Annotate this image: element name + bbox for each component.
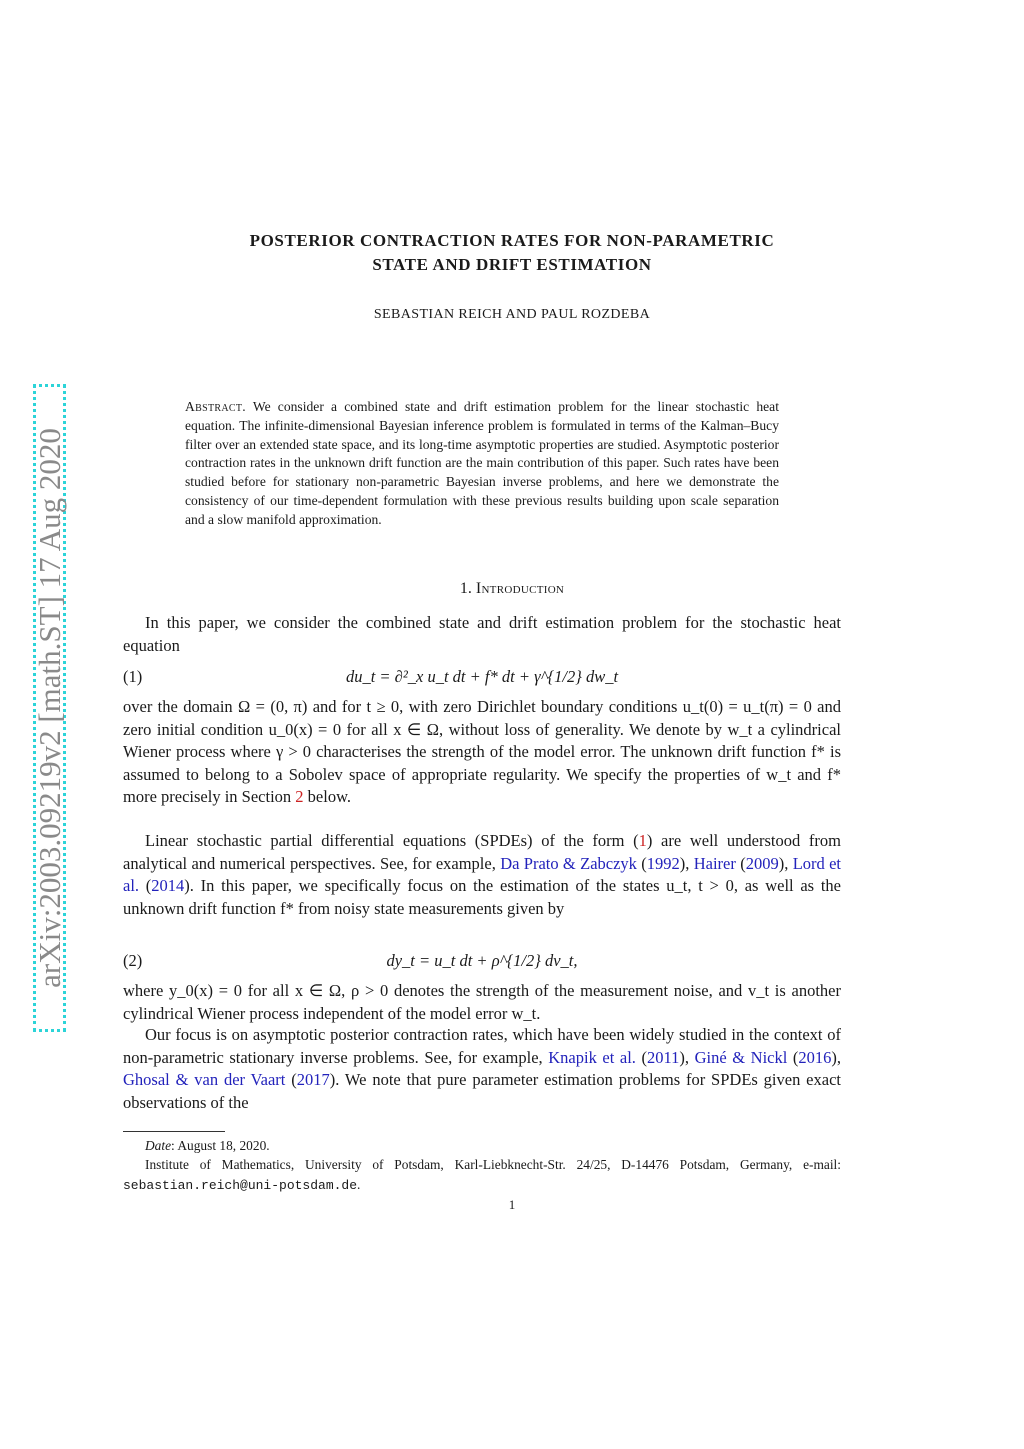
paragraph-domain-text: over the domain Ω = (0, π) and for t ≥ 0, with zero Dirichlet boundary conditions u_t(0) = u_t(π) = 0 and zero initial condition u_0(x) = 0 for all x ∈ Ω, without loss of generality. We denote by w_t a cylindrical Wiener process where γ > 0 characterises the strength of the model error. The unknown drift function f* is assumed to belong to a Sobolev space of appropriate regularity. We specify the properties of w_t and f* more precisely in Section — [123, 697, 841, 806]
paragraph-focus: Our focus is on asymptotic posterior contraction rates, which have been widely studied in the context of non-parametric stationary inverse problems. See, for example, Knapik et al. (2011), Giné & Nickl (2016), Ghosal & van der Vaart (2017). We note that pure parameter estimation problems for SPDEs given exact observations of the — [123, 1025, 842, 1112]
title-line-1: POSTERIOR CONTRACTION RATES FOR NON-PARAMETRIC — [249, 231, 775, 250]
section-ref-link[interactable]: 2 — [295, 787, 304, 806]
equation-1-label: (1) — [123, 667, 143, 686]
footnote-affiliation-text: Institute of Mathematics, University of Potsdam, Karl-Liebknecht-Str. 24/25, D-14476 Potsdam, Germany, e-mail: — [145, 1157, 841, 1172]
section-title: Introduction — [475, 580, 565, 597]
paragraph-spdes-text-c: . In this paper, we specifically focus on the estimation of the states u_t, t > 0, as well as the unknown drift function f* from noisy state measurements given by — [123, 876, 842, 918]
abstract-block — [185, 398, 779, 530]
paragraph-focus-text-b: . We note that pure parameter estimation problems for SPDEs given exact observations of the — [123, 1070, 841, 1112]
citation-da-prato[interactable]: Da Prato & Zabczyk — [500, 853, 637, 873]
paragraph-domain — [123, 696, 841, 809]
paragraph-measurement: where y_0(x) = 0 for all x ∈ Ω, ρ > 0 denotes the strength of the measurement noise, and v_t is another cylindrical Wiener process independent of the model error w_t. — [123, 981, 841, 1023]
citation-knapik-year[interactable]: 2011 — [647, 1047, 680, 1067]
paragraph-spdes: Linear stochastic partial differential equations (SPDEs) of the form (1) are well understood from analytical and numerical perspectives. See, for example, Da Prato & Zabczyk (1992), Hairer (2009), Lord et al. (2014). In this paper, we specifically focus on the estimation of the states u_t, t > 0, as well as the unknown drift function f* from noisy state measurements given by — [123, 831, 842, 918]
citation-hairer[interactable]: Hairer — [693, 853, 736, 873]
abstract-text: We consider a combined state and drift estimation problem for the linear stochastic heat equation. The infinite-dimensional Bayesian inference problem is formulated in terms of the Kalman–Bucy filter over an extended state space, and its long-time asymptotic properties are studied. Asymptotic posterior contraction rates in the unknown drift function are the main contribution of this paper. Such rates have been studied before for stationary non-parametric Bayesian inverse problems, and here we demonstrate the consistency of our time-dependent formulation with these previous results building upon scale separation and a slow manifold approximation. — [185, 399, 779, 527]
equation-2-formula: dy_t = u_t dt + ρ^{1/2} dv_t, — [386, 951, 578, 970]
arxiv-identifier: arXiv:2003.09219v2 [math.ST] 17 Aug 2020 — [31, 428, 67, 988]
paragraph-focus-text-a: Our focus is on asymptotic posterior contraction rates, which have been widely studied in the context of non-parametric stationary inverse problems. See, for example, — [123, 1025, 841, 1067]
paragraph-domain-end: below. — [307, 787, 352, 806]
section-number: 1. — [459, 580, 472, 597]
abstract-label: Abstract. — [185, 399, 246, 414]
citation-ghosal-year[interactable]: 2017 — [296, 1070, 330, 1089]
citation-gine[interactable]: Giné & Nickl — [694, 1047, 788, 1067]
paper-title — [100, 229, 924, 277]
footnote-affiliation — [123, 1155, 841, 1195]
author-email-link[interactable]: sebastian.reich@uni-potsdam.de — [123, 1177, 358, 1193]
citation-lord[interactable]: Lord et al. — [123, 853, 842, 895]
arxiv-sidebar-stamp — [33, 384, 66, 1032]
footnote-date — [123, 1136, 841, 1156]
paragraph-spdes-text-a: Linear stochastic partial differential equations (SPDEs) of the form ( — [145, 831, 639, 850]
citation-lord-year[interactable]: 2014 — [151, 876, 185, 895]
equation-1-formula: du_t = ∂²_x u_t dt + f* dt + γ^{1/2} dw_t — [345, 667, 619, 686]
equation-1 — [123, 667, 841, 691]
paragraph-intro: In this paper, we consider the combined state and drift estimation problem for the stochastic heat equation — [123, 613, 841, 655]
author-list: SEBASTIAN REICH AND PAUL ROZDEBA — [373, 307, 651, 322]
citation-knapik[interactable]: Knapik et al. — [548, 1047, 636, 1067]
equation-2-label: (2) — [123, 951, 143, 970]
section-heading — [100, 580, 924, 598]
citation-hairer-year[interactable]: 2009 — [745, 853, 779, 873]
citation-gine-year[interactable]: 2016 — [798, 1047, 832, 1067]
footnote-email-end: . — [357, 1176, 361, 1192]
paragraph-spdes-text-b: ) are well understood from analytical and numerical perspectives. See, for example, — [123, 831, 841, 873]
equation-ref-link[interactable]: 1 — [638, 831, 647, 850]
equation-2 — [123, 951, 841, 975]
footnote-date-value: : August 18, 2020. — [171, 1138, 270, 1153]
title-line-2: STATE AND DRIFT ESTIMATION — [372, 255, 652, 274]
footnote-date-label: Date — [145, 1138, 172, 1153]
citation-ghosal[interactable]: Ghosal & van der Vaart — [123, 1070, 286, 1089]
footnote-divider — [123, 1131, 225, 1132]
citation-da-prato-year[interactable]: 1992 — [646, 853, 680, 873]
page-number: 1 — [508, 1197, 516, 1212]
